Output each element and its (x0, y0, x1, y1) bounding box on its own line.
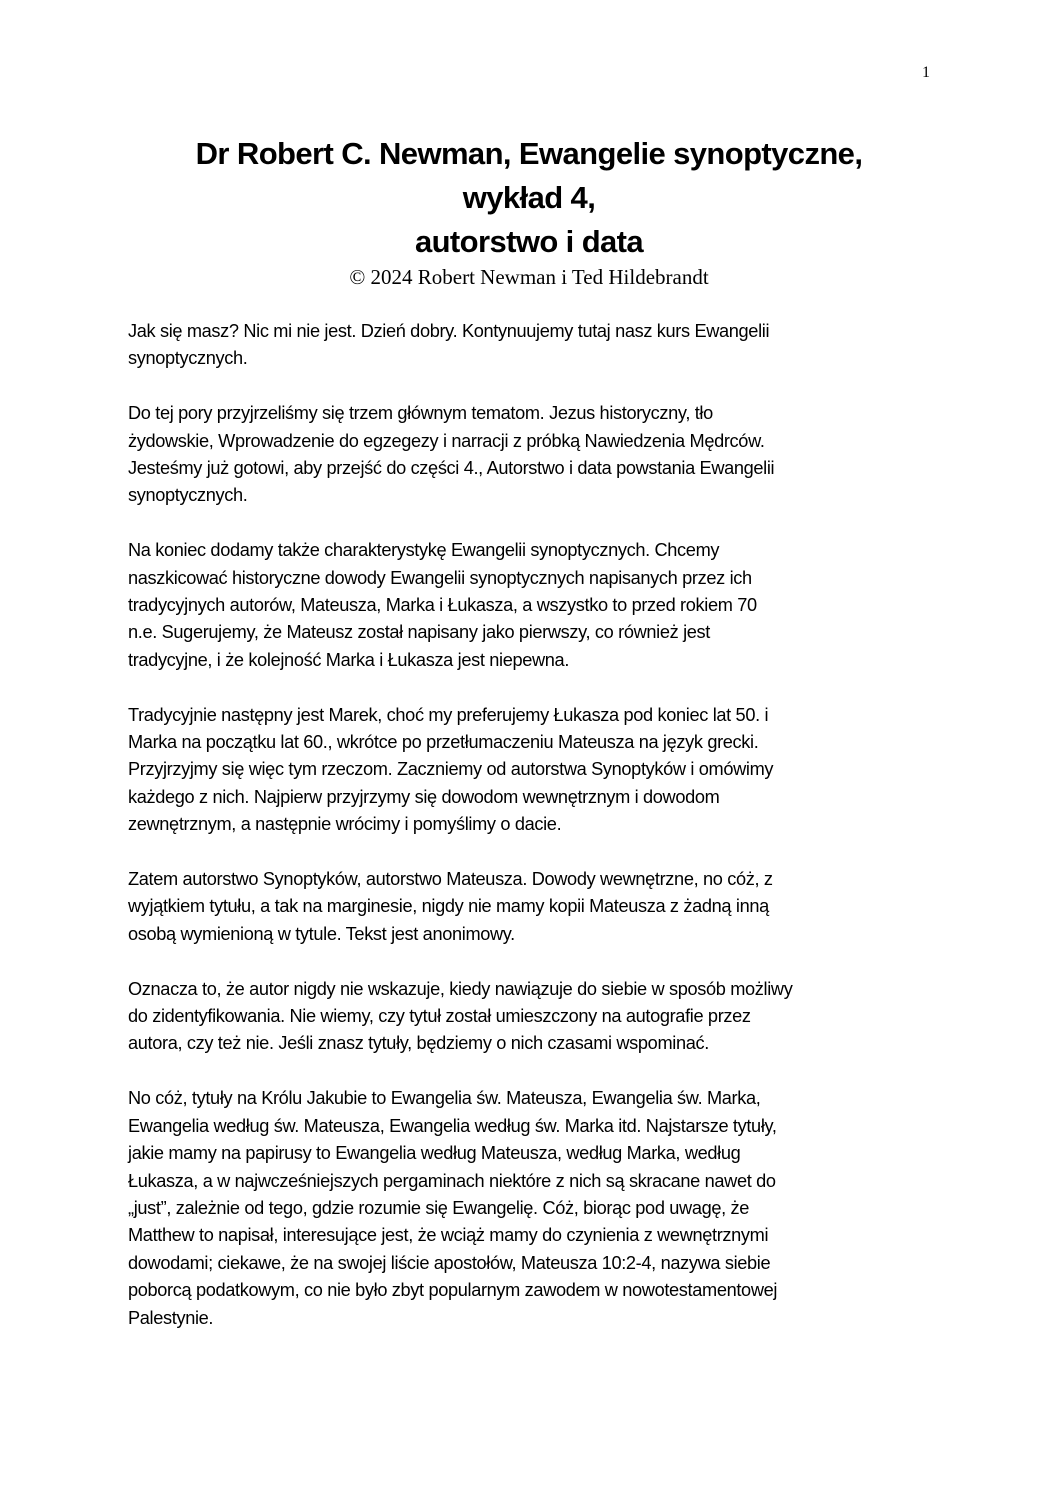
document-header (0, 132, 1058, 290)
document-title-line-1: Dr Robert C. Newman, Ewangelie synoptyczne, (195, 136, 863, 171)
text-line: Oznacza to, że autor nigdy nie wskazuje, kiedy nawiązuje do siebie w sposób możliwy (128, 978, 793, 999)
text-line: Marka na początku lat 60., wkrótce po przetłumaczeniu Mateusza na język grecki. (128, 732, 759, 753)
paragraph-5 (128, 866, 948, 948)
text-line: Zatem autorstwo Synoptyków, autorstwo Mateusza. Dowody wewnętrzne, no cóż, z (128, 869, 773, 890)
text-line: dowodami; ciekawe, że na swojej liście apostołów, Mateusza 10:2-4, nazywa siebie (128, 1252, 771, 1273)
document-title-line-3: autorstwo i data (414, 224, 644, 259)
text-line: No cóż, tytuły na Królu Jakubie to Ewangelia św. Mateusza, Ewangelia św. Marka, (128, 1088, 761, 1109)
text-line: Tradycyjnie następny jest Marek, choć my preferujemy Łukasza pod koniec lat 50. i (128, 704, 769, 725)
text-line: do zidentyfikowania. Nie wiemy, czy tytuł został umieszczony na autografie przez (128, 1006, 751, 1027)
text-line: każdego z nich. Najpierw przyjrzymy się dowodom wewnętrznym i dowodom (128, 786, 720, 807)
text-line: autora, czy też nie. Jeśli znasz tytuły, będziemy o nich czasami wspominać. (128, 1033, 709, 1054)
document-body (128, 318, 948, 1359)
text-line: Ewangelia według św. Mateusza, Ewangelia według św. Marka itd. Najstarsze tytuły, (128, 1115, 777, 1136)
text-line: żydowskie, Wprowadzenie do egzegezy i narracji z próbką Nawiedzenia Mędrców. (128, 430, 765, 451)
text-line: Łukasza, a w najwcześniejszych pergaminach niektóre z nich są skracane nawet do (128, 1170, 776, 1191)
text-line: Jesteśmy już gotowi, aby przejść do części 4., Autorstwo i data powstania Ewangelii (128, 458, 775, 479)
paragraph-6 (128, 976, 948, 1058)
page-number: 1 (922, 64, 930, 81)
text-line: synoptycznych. (128, 348, 248, 369)
text-line: tradycyjnych autorów, Mateusza, Marka i Łukasza, a wszystko to przed rokiem 70 (128, 595, 757, 616)
text-line: Matthew to napisał, interesujące jest, że wciąż mamy do czynienia z wewnętrznymi (128, 1225, 769, 1246)
text-line: „just”, zależnie od tego, gdzie rozumie się Ewangelię. Cóż, biorąc pod uwagę, że (128, 1197, 750, 1218)
paragraph-7 (128, 1085, 948, 1332)
text-line: Przyjrzyjmy się więc tym rzeczom. Zaczniemy od autorstwa Synoptyków i omówimy (128, 759, 774, 780)
text-line: naszkicować historyczne dowody Ewangelii synoptycznych napisanych przez ich (128, 567, 752, 588)
copyright-notice: © 2024 Robert Newman i Ted Hildebrandt (349, 265, 709, 289)
text-line: Jak się masz? Nic mi nie jest. Dzień dobry. Kontynuujemy tutaj nasz kurs Ewangelii (128, 321, 770, 341)
paragraph-1 (128, 318, 948, 373)
text-line: wyjątkiem tytułu, a tak na marginesie, nigdy nie mamy kopii Mateusza z żadną inną (128, 896, 769, 917)
paragraph-2 (128, 400, 948, 510)
text-line: zewnętrznym, a następnie wrócimy i pomyślimy o dacie. (128, 814, 562, 835)
text-line: synoptycznych. (128, 485, 248, 506)
text-line: Na koniec dodamy także charakterystykę Ewangelii synoptycznych. Chcemy (128, 540, 720, 561)
text-line: osobą wymienioną w tytule. Tekst jest anonimowy. (128, 923, 515, 944)
paragraph-4 (128, 702, 948, 839)
text-line: Palestynie. (128, 1307, 214, 1328)
text-line: jakie mamy na papirusy to Ewangelia według Mateusza, według Marka, według (128, 1143, 741, 1164)
text-line: Do tej pory przyjrzeliśmy się trzem głównym tematom. Jezus historyczny, tło (128, 403, 713, 424)
paragraph-3 (128, 537, 948, 674)
text-line: tradycyjne, i że kolejność Marka i Łukasza jest niepewna. (128, 649, 570, 670)
text-line: n.e. Sugerujemy, że Mateusz został napisany jako pierwszy, co również jest (128, 622, 710, 643)
text-line: poborcą podatkowym, co nie było zbyt popularnym zawodem w nowotestamentowej (128, 1280, 778, 1301)
document-title-line-2: wykład 4, (462, 180, 596, 215)
